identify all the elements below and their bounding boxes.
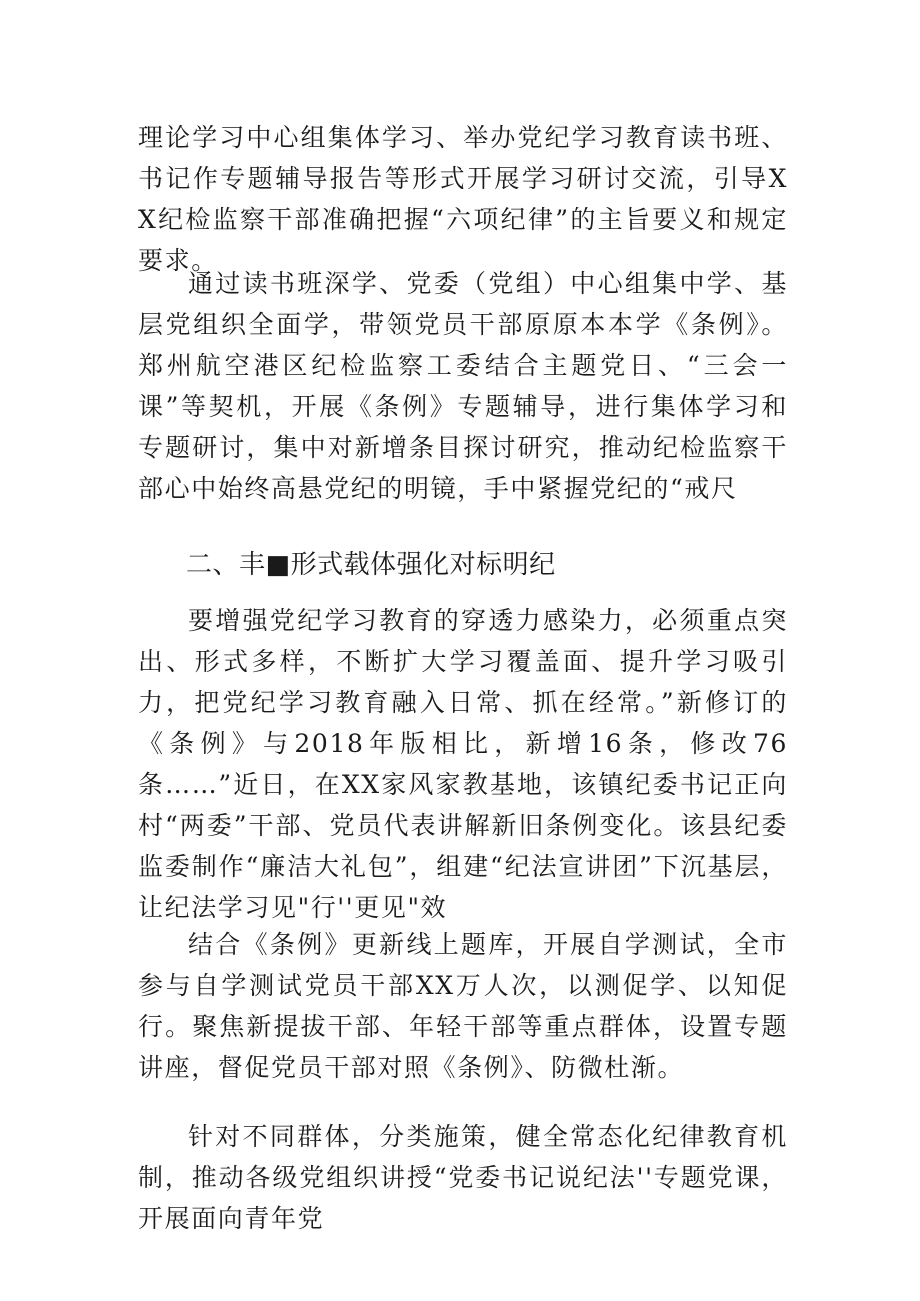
paragraph-3: 要增强党纪学习教育的穿透力感染力，必须重点突出、形式多样，不断扩大学习覆盖面、提升学习吸引力，把党纪学习教育融入日常、抓在经常。”新修订的《条例》与2018年版相比，新增16条，修改76条……”近日，在XX家风家教基地，该镇纪委书记正向村“两委”干部、党员代表讲解新旧条例变化。该县纪委监委制作“廉洁大礼包”，组建“纪法宣讲团”下沉基层，让纪法学习见"行''更见"效	[138, 606, 788, 922]
paragraph-1: 理论学习中心组集体学习、举办党纪学习教育读书班、书记作专题辅导报告等形式开展学习研讨交流，引导XX纪检监察干部准确把握“六项纪律”的主旨要义和规定要求。	[138, 123, 788, 275]
section-heading: 二、丰■形式载体强化对标明纪	[186, 550, 556, 580]
paragraph-5: 针对不同群体，分类施策，健全常态化纪律教育机制，推动各级党组织讲授“党委书记说纪法''专题党课，开展面向青年党	[138, 1122, 788, 1233]
paragraph-4: 结合《条例》更新线上题库，开展自学测试，全市参与自学测试党员干部XX万人次，以测促学、以知促行。聚焦新提拔干部、年轻干部等重点群体，设置专题讲座，督促党员干部对照《条例》、防微杜渐。	[138, 930, 788, 1082]
paragraph-2: 通过读书班深学、党委（党组）中心组集中学、基层党组织全面学，带领党员干部原原本本学《条例》。郑州航空港区纪检监察工委结合主题党日、“三会一课”等契机，开展《条例》专题辅导，进行集体学习和专题研讨，集中对新增条目探讨研究，推动纪检监察干部心中始终高悬党纪的明镜，手中紧握党纪的“戒尺	[138, 269, 788, 503]
